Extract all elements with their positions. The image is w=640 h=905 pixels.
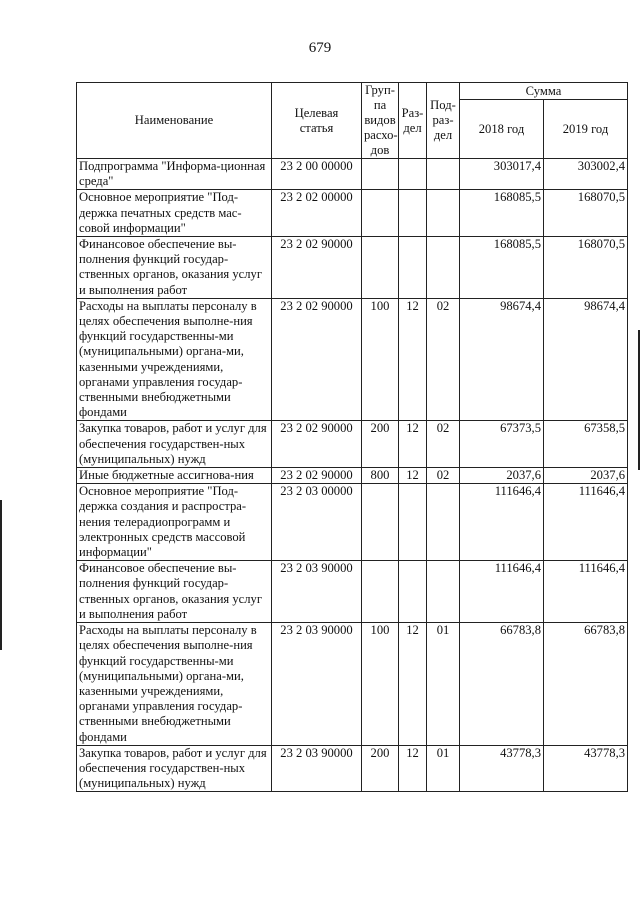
table-row xyxy=(77,298,628,421)
cell-y2019: 168070,5 xyxy=(544,190,628,237)
cell-section xyxy=(399,159,427,190)
cell-group: 100 xyxy=(362,623,399,746)
cell-name: Финансовое обеспечение вы-полнения функций государ-ственных органов, оказания услуг и выполнения работ xyxy=(77,237,272,299)
cell-code: 23 2 03 00000 xyxy=(272,484,362,561)
header-expense-group: Груп- па видов расхо- дов xyxy=(362,83,399,159)
cell-subsection xyxy=(427,561,460,623)
cell-name: Иные бюджетные ассигнова-ния xyxy=(77,468,272,484)
header-year-2019: 2019 год xyxy=(544,100,628,159)
cell-name: Расходы на выплаты персоналу в целях обеспечения выполне-ния функций государственны-ми (муниципальными) органа-ми, казенными учреждениями, органами управления государ-ственными внебюджетными фондами xyxy=(77,623,272,746)
cell-group xyxy=(362,159,399,190)
table-row xyxy=(77,623,628,746)
cell-group: 200 xyxy=(362,421,399,468)
cell-section xyxy=(399,561,427,623)
header-section: Раз- дел xyxy=(399,83,427,159)
cell-subsection xyxy=(427,237,460,299)
cell-y2018: 303017,4 xyxy=(460,159,544,190)
cell-subsection xyxy=(427,159,460,190)
cell-subsection xyxy=(427,484,460,561)
cell-code: 23 2 03 90000 xyxy=(272,745,362,792)
header-target-article: Целевая статья xyxy=(272,83,362,159)
cell-y2019: 303002,4 xyxy=(544,159,628,190)
cell-section: 12 xyxy=(399,421,427,468)
cell-y2018: 67373,5 xyxy=(460,421,544,468)
cell-code: 23 2 00 00000 xyxy=(272,159,362,190)
cell-y2019: 43778,3 xyxy=(544,745,628,792)
cell-group xyxy=(362,484,399,561)
header-subsection: Под- раз- дел xyxy=(427,83,460,159)
header-sum: Сумма xyxy=(460,83,628,100)
cell-section: 12 xyxy=(399,745,427,792)
left-edge-mark xyxy=(0,500,2,650)
cell-name: Финансовое обеспечение вы-полнения функций государ-ственных органов, оказания услуг и выполнения работ xyxy=(77,561,272,623)
cell-code: 23 2 02 90000 xyxy=(272,421,362,468)
header-name: Наименование xyxy=(77,83,272,159)
cell-subsection: 01 xyxy=(427,623,460,746)
table-row xyxy=(77,468,628,484)
cell-section xyxy=(399,190,427,237)
cell-code: 23 2 02 00000 xyxy=(272,190,362,237)
cell-group xyxy=(362,561,399,623)
cell-y2018: 2037,6 xyxy=(460,468,544,484)
table-row xyxy=(77,190,628,237)
cell-y2019: 168070,5 xyxy=(544,237,628,299)
cell-y2019: 67358,5 xyxy=(544,421,628,468)
table-row xyxy=(77,484,628,561)
cell-name: Расходы на выплаты персоналу в целях обеспечения выполне-ния функций государственны-ми (муниципальными) органа-ми, казенными учреждениями, органами управления государ-ственными внебюджетными фондами xyxy=(77,298,272,421)
cell-subsection: 02 xyxy=(427,468,460,484)
budget-body xyxy=(77,159,628,792)
header-row-top xyxy=(77,83,628,100)
cell-name: Основное мероприятие "Под-держка печатных средств мас-совой информации" xyxy=(77,190,272,237)
cell-subsection: 02 xyxy=(427,421,460,468)
cell-subsection: 02 xyxy=(427,298,460,421)
budget-table xyxy=(76,82,628,792)
table-row xyxy=(77,561,628,623)
cell-y2018: 111646,4 xyxy=(460,484,544,561)
cell-y2018: 66783,8 xyxy=(460,623,544,746)
cell-code: 23 2 02 90000 xyxy=(272,298,362,421)
cell-y2019: 2037,6 xyxy=(544,468,628,484)
cell-section xyxy=(399,237,427,299)
cell-group xyxy=(362,237,399,299)
cell-name: Закупка товаров, работ и услуг для обеспечения государствен-ных (муниципальных) нужд xyxy=(77,421,272,468)
cell-y2018: 98674,4 xyxy=(460,298,544,421)
cell-name: Подпрограмма "Информа-ционная среда" xyxy=(77,159,272,190)
cell-group: 100 xyxy=(362,298,399,421)
cell-subsection xyxy=(427,190,460,237)
table-row xyxy=(77,421,628,468)
cell-code: 23 2 02 90000 xyxy=(272,468,362,484)
cell-y2019: 111646,4 xyxy=(544,561,628,623)
cell-y2019: 98674,4 xyxy=(544,298,628,421)
cell-name: Закупка товаров, работ и услуг для обеспечения государствен-ных (муниципальных) нужд xyxy=(77,745,272,792)
cell-y2018: 168085,5 xyxy=(460,237,544,299)
cell-code: 23 2 03 90000 xyxy=(272,623,362,746)
cell-section: 12 xyxy=(399,468,427,484)
cell-group: 800 xyxy=(362,468,399,484)
table-row xyxy=(77,237,628,299)
table-row xyxy=(77,159,628,190)
cell-y2018: 111646,4 xyxy=(460,561,544,623)
cell-code: 23 2 02 90000 xyxy=(272,237,362,299)
header-year-2018: 2018 год xyxy=(460,100,544,159)
cell-section xyxy=(399,484,427,561)
cell-name: Основное мероприятие "Под-держка создания и распростра-нения телерадиопрограмм и электронных средств массовой информации" xyxy=(77,484,272,561)
cell-group xyxy=(362,190,399,237)
cell-y2019: 111646,4 xyxy=(544,484,628,561)
cell-section: 12 xyxy=(399,298,427,421)
table-row xyxy=(77,745,628,792)
cell-y2019: 66783,8 xyxy=(544,623,628,746)
cell-group: 200 xyxy=(362,745,399,792)
cell-y2018: 43778,3 xyxy=(460,745,544,792)
cell-y2018: 168085,5 xyxy=(460,190,544,237)
page-number: 679 xyxy=(308,40,332,56)
cell-code: 23 2 03 90000 xyxy=(272,561,362,623)
cell-section: 12 xyxy=(399,623,427,746)
cell-subsection: 01 xyxy=(427,745,460,792)
